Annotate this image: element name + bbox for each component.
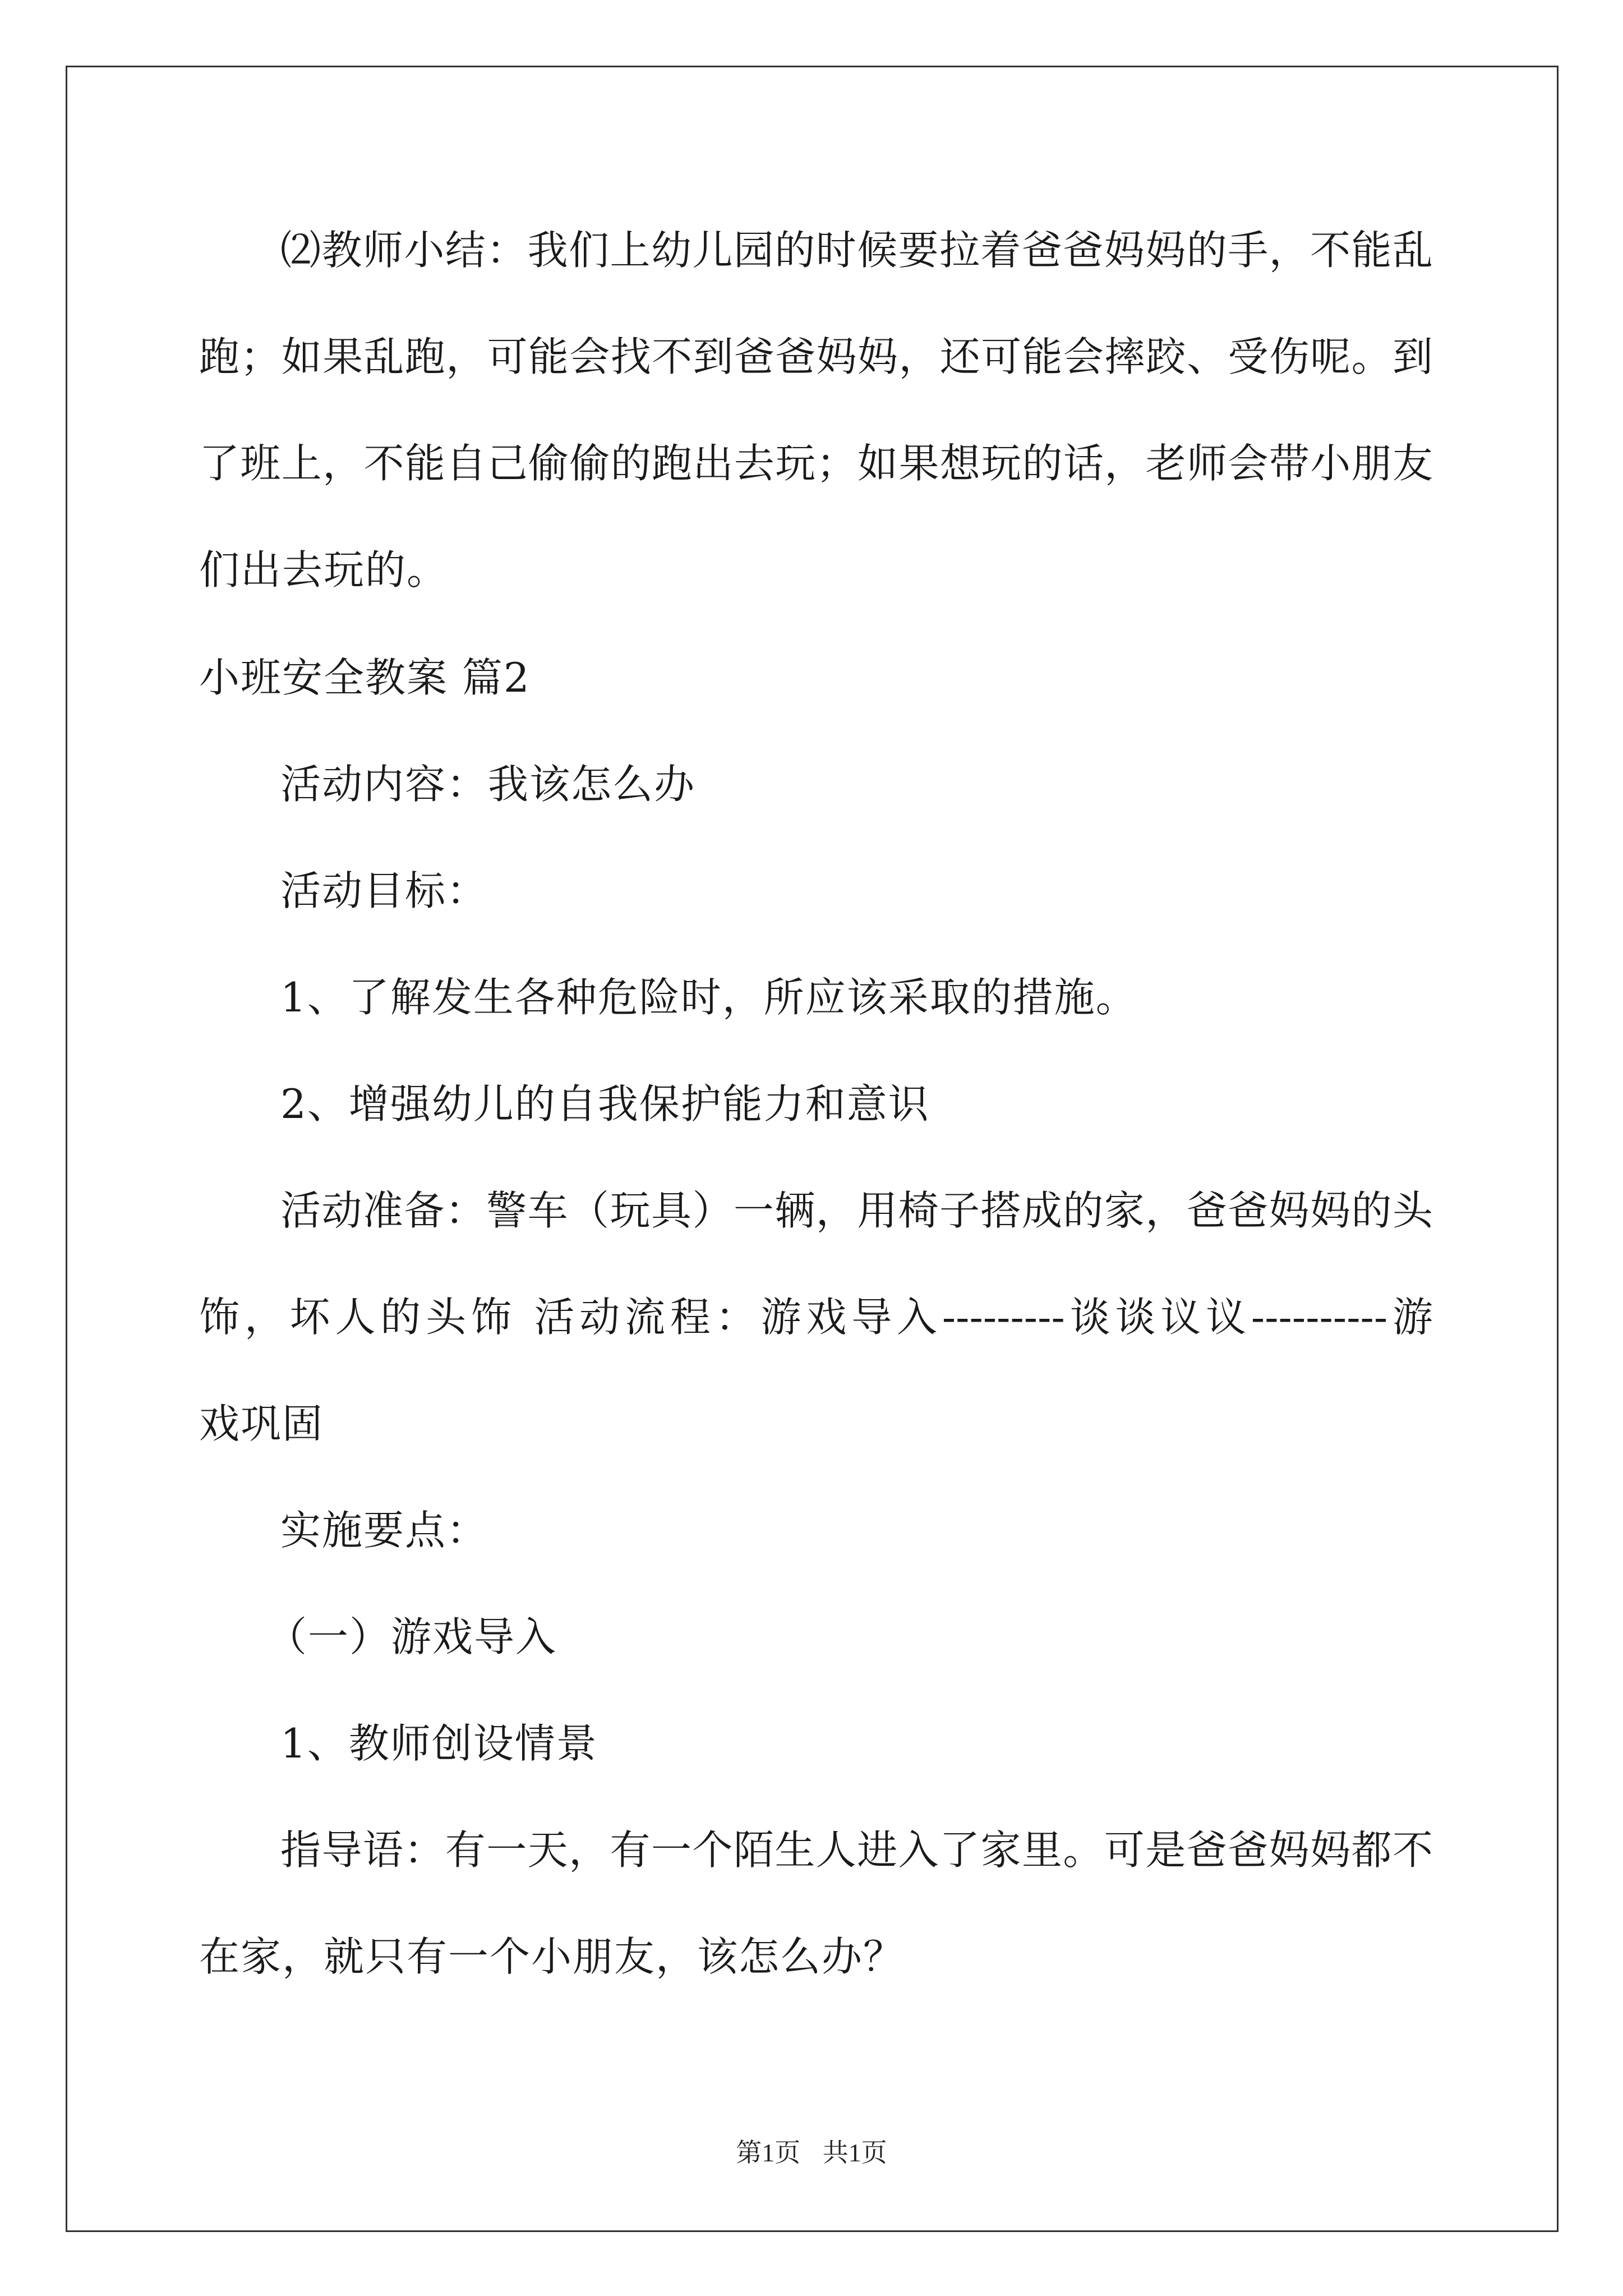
guide-words-line-1: 指导语：有一天，有一个陌生人进入了家里。可是爸爸妈妈都不: [280, 1826, 1433, 1874]
step-1: 1、教师创设情景: [280, 1720, 598, 1767]
paragraph-1-line-1: ⑵教师小结：我们上幼儿园的时候要拉着爸爸妈妈的手，不能乱: [280, 227, 1433, 274]
part-1-title: （一）游戏导入: [266, 1613, 557, 1660]
guide-words-line-2: 在家，就只有一个小朋友，该怎么办？: [199, 1933, 905, 1980]
paragraph-1-line-2: 跑；如果乱跑，可能会找不到爸爸妈妈，还可能会摔跤、受伤呢。到: [199, 333, 1433, 380]
section-title: 小班安全教案 篇2: [199, 654, 531, 701]
goal-item-2: 2、增强幼儿的自我保护能力和意识: [280, 1080, 930, 1128]
total-pages: 共1页: [822, 2138, 887, 2167]
activity-prep-line-1: 活动准备：警车（玩具）一辆，用椅子搭成的家，爸爸妈妈的头: [280, 1187, 1433, 1234]
activity-content: 活动内容：我该怎么办: [280, 761, 696, 808]
page-border: [66, 66, 1559, 2232]
activity-prep-line-3: 戏巩固: [199, 1400, 324, 1447]
paragraph-1-line-4: 们出去玩的。: [199, 546, 449, 593]
page-footer: [0, 2140, 1623, 2166]
current-page: 第1页: [736, 2138, 801, 2167]
goal-item-1: 1、了解发生各种危险时，所应该采取的措施。: [280, 974, 1137, 1021]
activity-goal-label: 活动目标：: [280, 867, 488, 914]
activity-prep-line-2: 饰，坏人的头饰 活动流程：游戏导入---------谈谈议议----------游: [199, 1294, 1433, 1341]
paragraph-1-line-3: 了班上，不能自己偷偷的跑出去玩；如果想玩的话，老师会带小朋友: [199, 440, 1433, 487]
key-points-label: 实施要点：: [280, 1507, 488, 1554]
